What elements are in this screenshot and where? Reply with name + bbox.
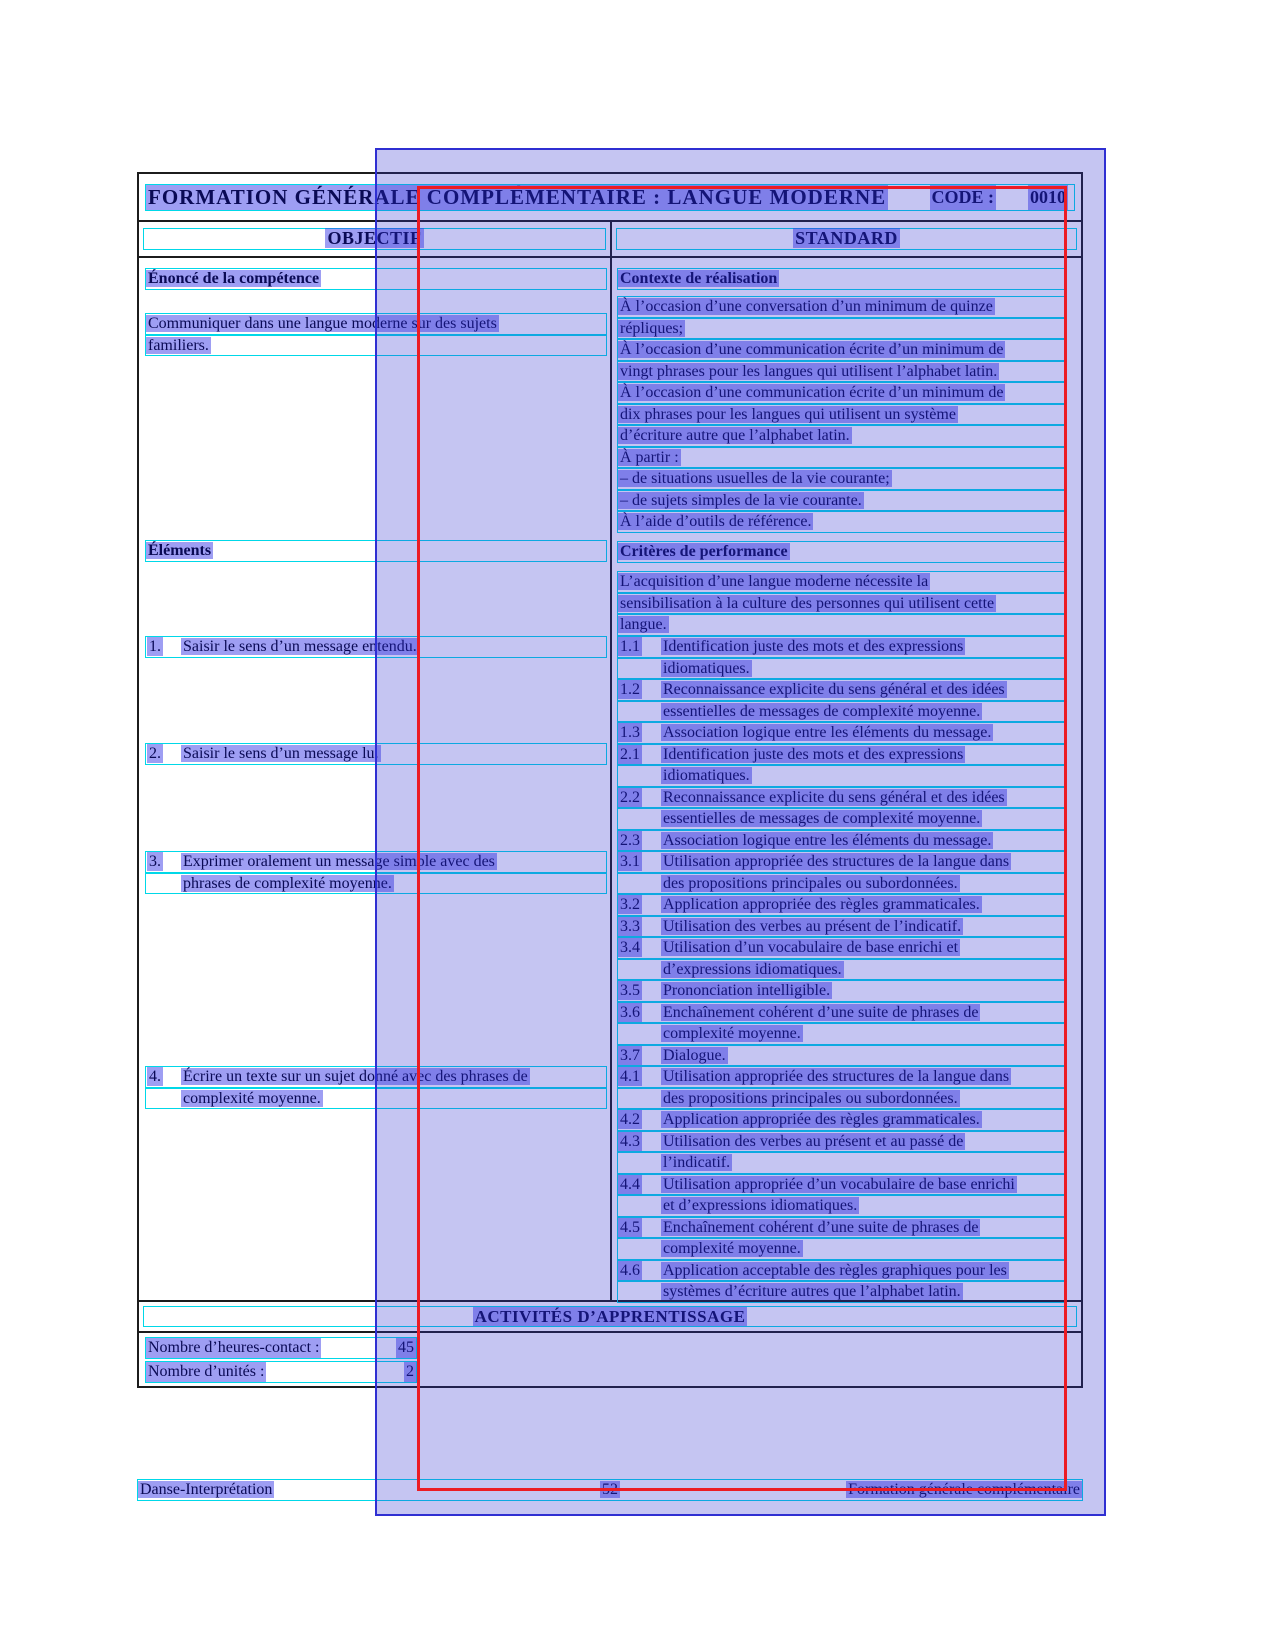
highlighted-text: Utilisation appropriée d’un vocabulaire de base enrichi (663, 1175, 1015, 1193)
text-line (617, 636, 1065, 658)
highlighted-text: des propositions principales ou subordonnées. (663, 1089, 958, 1107)
item-number: 3.7 (620, 1046, 640, 1064)
objectif-column (139, 258, 612, 1300)
contexte-paragraph (617, 296, 1065, 533)
highlighted-text: Utilisation appropriée des structures de la langue dans (663, 1068, 1010, 1085)
highlighted-text: Reconnaissance explicite du sens général et des idées (663, 788, 1005, 806)
content-row (139, 258, 1081, 1302)
contexte-heading-block (617, 268, 1065, 290)
text-line (617, 318, 1065, 340)
text-line (617, 1109, 1065, 1131)
units-label: Nombre d’unités : (148, 1363, 265, 1380)
criteres-heading: Critères de performance (620, 543, 788, 560)
highlighted-text: Reconnaissance explicite du sens général et des idées (663, 681, 1005, 698)
text-line (617, 541, 1065, 563)
footer-line (137, 1479, 1083, 1501)
highlighted-text: Enchaînement cohérent d’une suite de phrases de (663, 1003, 979, 1021)
item-number: 4.2 (620, 1111, 640, 1128)
text-line (617, 1023, 1065, 1045)
text-line (617, 830, 1065, 852)
highlighted-text: Application acceptable des règles graphiques pour les (663, 1261, 1007, 1279)
criteria-intro-paragraph (617, 571, 1065, 636)
highlighted-text: vingt phrases pour les langues qui utilisent l’alphabet latin. (620, 362, 998, 380)
text-line (617, 1217, 1065, 1239)
text-line (617, 1281, 1065, 1303)
highlighted-text: Enchaînement cohérent d’une suite de phrases de (663, 1218, 979, 1236)
highlighted-text: À l’occasion d’une conversation d’un minimum de quinze (620, 298, 993, 315)
highlighted-text: À l’occasion d’une communication écrite d’un minimum de (620, 384, 1004, 401)
text-line (617, 679, 1065, 701)
item-number: 1. (149, 638, 161, 655)
title-row (139, 174, 1081, 222)
text-line (617, 765, 1065, 787)
highlighted-text: Utilisation d’un vocabulaire de base enrichi et (663, 939, 959, 956)
text-line (617, 425, 1065, 447)
item-number: 3.5 (620, 982, 640, 999)
text-line (617, 404, 1065, 426)
competency-statement (145, 313, 607, 356)
element-item-1 (145, 636, 607, 658)
text-line (145, 540, 607, 562)
text-line (617, 339, 1065, 361)
standard-column (612, 258, 1081, 1300)
highlighted-text: complexité moyenne. (663, 1240, 801, 1257)
item-number: 3.6 (620, 1003, 640, 1021)
highlighted-text: systèmes d’écriture autres que l’alphabet latin. (663, 1283, 961, 1300)
highlighted-text: essentielles de messages de complexité moyenne. (663, 702, 981, 720)
highlighted-text: Écrire un texte sur un sujet donné avec des phrases de (183, 1068, 528, 1085)
text-line (617, 1174, 1065, 1196)
element-item-2 (145, 743, 607, 765)
highlighted-text: phrases de complexité moyenne. (183, 874, 392, 892)
text-line (617, 490, 1065, 512)
highlighted-text: familiers. (148, 336, 209, 354)
text-line (617, 1045, 1065, 1067)
highlighted-text: Dialogue. (663, 1046, 726, 1064)
text-line (145, 743, 607, 765)
text-line (617, 511, 1065, 533)
highlighted-text: l’indicatif. (663, 1154, 731, 1171)
item-number: 2. (149, 745, 161, 762)
item-number: 3. (149, 853, 161, 870)
standard-header-cell (612, 222, 1081, 256)
competency-table (137, 172, 1083, 1388)
activities-row (139, 1302, 1081, 1333)
text-line (616, 228, 1077, 250)
text-line (145, 268, 607, 290)
highlighted-text: Saisir le sens d’un message entendu. (183, 638, 417, 655)
text-line (617, 980, 1065, 1002)
item-number: 2.2 (620, 788, 640, 806)
hours-value: 45 (398, 1339, 414, 1356)
highlighted-text: dix phrases pour les langues qui utilisent un système (620, 405, 956, 423)
enonce-heading-block (145, 268, 607, 290)
text-line (617, 1002, 1065, 1024)
highlighted-text: idiomatiques. (663, 767, 750, 784)
item-number: 2.3 (620, 831, 640, 849)
item-number: 4. (149, 1068, 161, 1085)
item-number: 3.1 (620, 853, 640, 870)
criteres-heading-block (617, 541, 1065, 563)
text-line (617, 658, 1065, 680)
text-line (145, 335, 607, 357)
text-line (617, 873, 1065, 895)
highlighted-text: et d’expressions idiomatiques. (663, 1197, 858, 1214)
text-line (143, 228, 606, 250)
text-line (617, 916, 1065, 938)
objectif-header-cell (139, 222, 612, 256)
text-line (617, 701, 1065, 723)
item-number: 3.4 (620, 939, 640, 956)
highlighted-text: Application appropriée des règles grammaticales. (663, 1111, 980, 1128)
highlighted-text: complexité moyenne. (183, 1089, 321, 1107)
footer-right-cell (620, 1480, 1082, 1499)
highlighted-text: complexité moyenne. (663, 1025, 801, 1042)
text-line (617, 571, 1065, 593)
text-line (617, 894, 1065, 916)
item-number: 4.1 (620, 1068, 640, 1085)
code-label: CODE : (930, 185, 997, 210)
page-number: 52 (602, 1481, 618, 1499)
text-line (617, 808, 1065, 830)
standard-header: STANDARD (795, 228, 898, 249)
element-item-4 (145, 1066, 607, 1109)
item-number: 1.3 (620, 724, 640, 741)
text-line (617, 851, 1065, 873)
text-line (617, 382, 1065, 404)
program-name: Danse-Interprétation (140, 1481, 273, 1499)
text-line (145, 1066, 607, 1088)
item-number: 4.5 (620, 1218, 640, 1236)
text-line (145, 851, 607, 873)
highlighted-text: À partir : (620, 448, 679, 466)
highlighted-text: Application appropriée des règles grammaticales. (663, 896, 980, 913)
units-value: 2 (406, 1363, 414, 1380)
item-number: 2.1 (620, 745, 640, 763)
text-line (617, 447, 1065, 469)
hours-units-row (139, 1333, 1081, 1386)
item-number: 1.2 (620, 681, 640, 698)
footer-center-cell (600, 1480, 620, 1499)
doc-title: FORMATION GÉNÉRALE COMPLÉMENTAIRE : LANGUE MODERNE (148, 184, 887, 209)
item-number: 4.3 (620, 1132, 640, 1150)
title-line (145, 184, 1075, 211)
text-line (617, 1131, 1065, 1153)
highlighted-text: répliques; (620, 319, 684, 337)
text-line (617, 1260, 1065, 1282)
highlighted-text: d’expressions idiomatiques. (663, 960, 842, 978)
text-line (617, 744, 1065, 766)
text-line (617, 1195, 1065, 1217)
item-number: 1.1 (620, 638, 640, 655)
highlighted-text: L’acquisition d’une langue moderne nécessite la (620, 573, 929, 590)
item-number: 4.4 (620, 1175, 640, 1193)
highlighted-text: Association logique entre les éléments du message. (663, 831, 992, 849)
text-line (617, 361, 1065, 383)
item-number: 4.6 (620, 1261, 640, 1279)
highlighted-text: sensibilisation à la culture des personnes qui utilisent cette (620, 594, 995, 612)
highlighted-text: langue. (620, 616, 667, 633)
item-number: 3.3 (620, 917, 640, 935)
text-line (145, 636, 607, 658)
text-line (617, 1152, 1065, 1174)
elements-heading: Éléments (148, 542, 212, 559)
highlighted-text: Saisir le sens d’un message lu. (183, 745, 379, 762)
criteria-list (617, 636, 1065, 1303)
text-line (145, 873, 607, 895)
highlighted-text: Communiquer dans une langue moderne sur des sujets (148, 315, 497, 332)
highlighted-text: Association logique entre les éléments du message. (663, 724, 992, 741)
hours-label: Nombre d’heures-contact : (148, 1339, 320, 1356)
highlighted-text: Prononciation intelligible. (663, 982, 831, 999)
text-line (617, 614, 1065, 636)
highlighted-text: Utilisation appropriée des structures de la langue dans (663, 853, 1010, 870)
highlighted-text: Identification juste des mots et des expressions (663, 638, 964, 655)
enonce-heading: Énoncé de la compétence (148, 270, 320, 287)
text-line (617, 1066, 1065, 1088)
elements-heading-block (145, 540, 607, 562)
highlighted-text: idiomatiques. (663, 659, 750, 677)
highlighted-text: – de situations usuelles de la vie courante; (620, 470, 890, 487)
text-line (145, 313, 607, 335)
footer-left-cell (138, 1480, 600, 1499)
highlighted-text: À l’aide d’outils de référence. (620, 513, 812, 530)
highlighted-text: À l’occasion d’une communication écrite d’un minimum de (620, 341, 1004, 358)
text-line (617, 296, 1065, 318)
element-item-3 (145, 851, 607, 894)
highlighted-text: Utilisation des verbes au présent de l’indicatif. (663, 917, 962, 935)
item-number: 3.2 (620, 896, 640, 913)
highlighted-text: – de sujets simples de la vie courante. (620, 491, 862, 509)
text-line (617, 722, 1065, 744)
page-footer (137, 1479, 1083, 1501)
activities-heading: ACTIVITÉS D’APPRENTISSAGE (474, 1306, 746, 1326)
highlighted-text: Exprimer oralement un message simple avec des (183, 853, 495, 870)
hours-line (145, 1337, 417, 1359)
highlighted-text: des propositions principales ou subordonnées. (663, 874, 958, 892)
text-line (617, 268, 1065, 290)
text-line (617, 1088, 1065, 1110)
highlighted-text: Utilisation des verbes au présent et au passé de (663, 1132, 964, 1150)
text-line (617, 468, 1065, 490)
text-line (617, 937, 1065, 959)
highlighted-text: essentielles de messages de complexité moyenne. (663, 810, 981, 827)
column-headers-row (139, 222, 1081, 258)
text-line (145, 1088, 607, 1110)
text-line (143, 1306, 1077, 1328)
highlighted-text: Identification juste des mots et des expressions (663, 745, 964, 763)
text-line (617, 593, 1065, 615)
code-value: 0010 (1028, 185, 1068, 210)
text-line (617, 959, 1065, 981)
section-name: Formation générale complémentaire (848, 1481, 1080, 1499)
contexte-heading: Contexte de réalisation (620, 270, 778, 287)
highlighted-text: d’écriture autre que l’alphabet latin. (620, 427, 850, 444)
objectif-header: OBJECTIF (327, 228, 422, 249)
units-line (145, 1361, 417, 1383)
text-line (617, 1238, 1065, 1260)
text-line (617, 787, 1065, 809)
